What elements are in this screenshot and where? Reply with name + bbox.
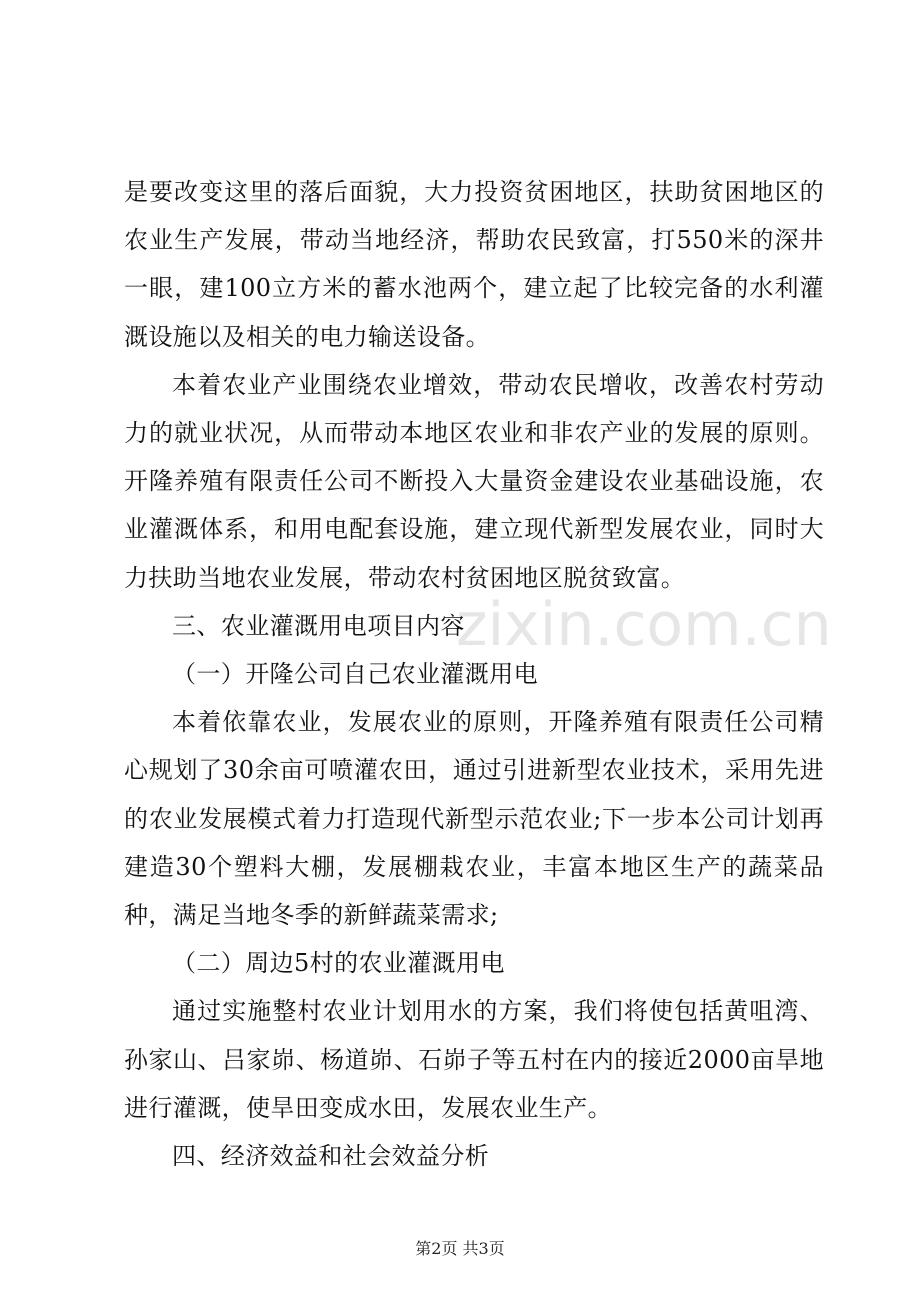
paragraph-village-irrigation: 通过实施整村农业计划用水的方案，我们将使包括黄咀湾、孙家山、吕家峁、杨道峁、石峁子等五村在内的接近2000亩旱地进行灌溉，使旱田变成水田，发展农业生产。	[124, 997, 824, 1122]
section-heading-3: 三、农业灌溉用电项目内容	[172, 611, 465, 640]
paragraph-company-irrigation: 本着依靠农业，发展农业的原则，开隆养殖有限责任公司精心规划了30余亩可喷灌农田，通过引进新型农业技术，采用先进的农业发展模式着力打造现代新型示范农业;下一步本公司计划再建造30个塑料大棚，发展棚栽农业，丰富本地区生产的蔬菜品种，满足当地冬季的新鲜蔬菜需求;	[124, 708, 824, 930]
page-footer: 第2页 共3页	[415, 1239, 505, 1258]
section-heading-4: 四、经济效益和社会效益分析	[172, 1142, 490, 1171]
subsection-heading-1: （一）开隆公司自己农业灌溉用电	[172, 660, 538, 689]
subsection-heading-2: （二）周边5村的农业灌溉用电	[172, 949, 505, 978]
watermark: zixin.com.cn	[456, 590, 832, 660]
paragraph-principle: 本着农业产业围绕农业增效，带动农民增收，改善农村劳动力的就业状况，从而带动本地区农业和非农产业的发展的原则。开隆养殖有限责任公司不断投入大量资金建设农业基础设施，农业灌溉体系，和用电配套设施，建立现代新型发展农业，同时大力扶助当地农业发展，带动农村贫困地区脱贫致富。	[124, 370, 824, 592]
paragraph-continuation: 是要改变这里的落后面貌，大力投资贫困地区，扶助贫困地区的农业生产发展，带动当地经济，帮助农民致富，打550米的深井一眼，建100立方米的蓄水池两个，建立起了比较完备的水利灌溉设施以及相关的电力输送设备。	[124, 178, 824, 351]
document-body	[124, 168, 824, 1180]
